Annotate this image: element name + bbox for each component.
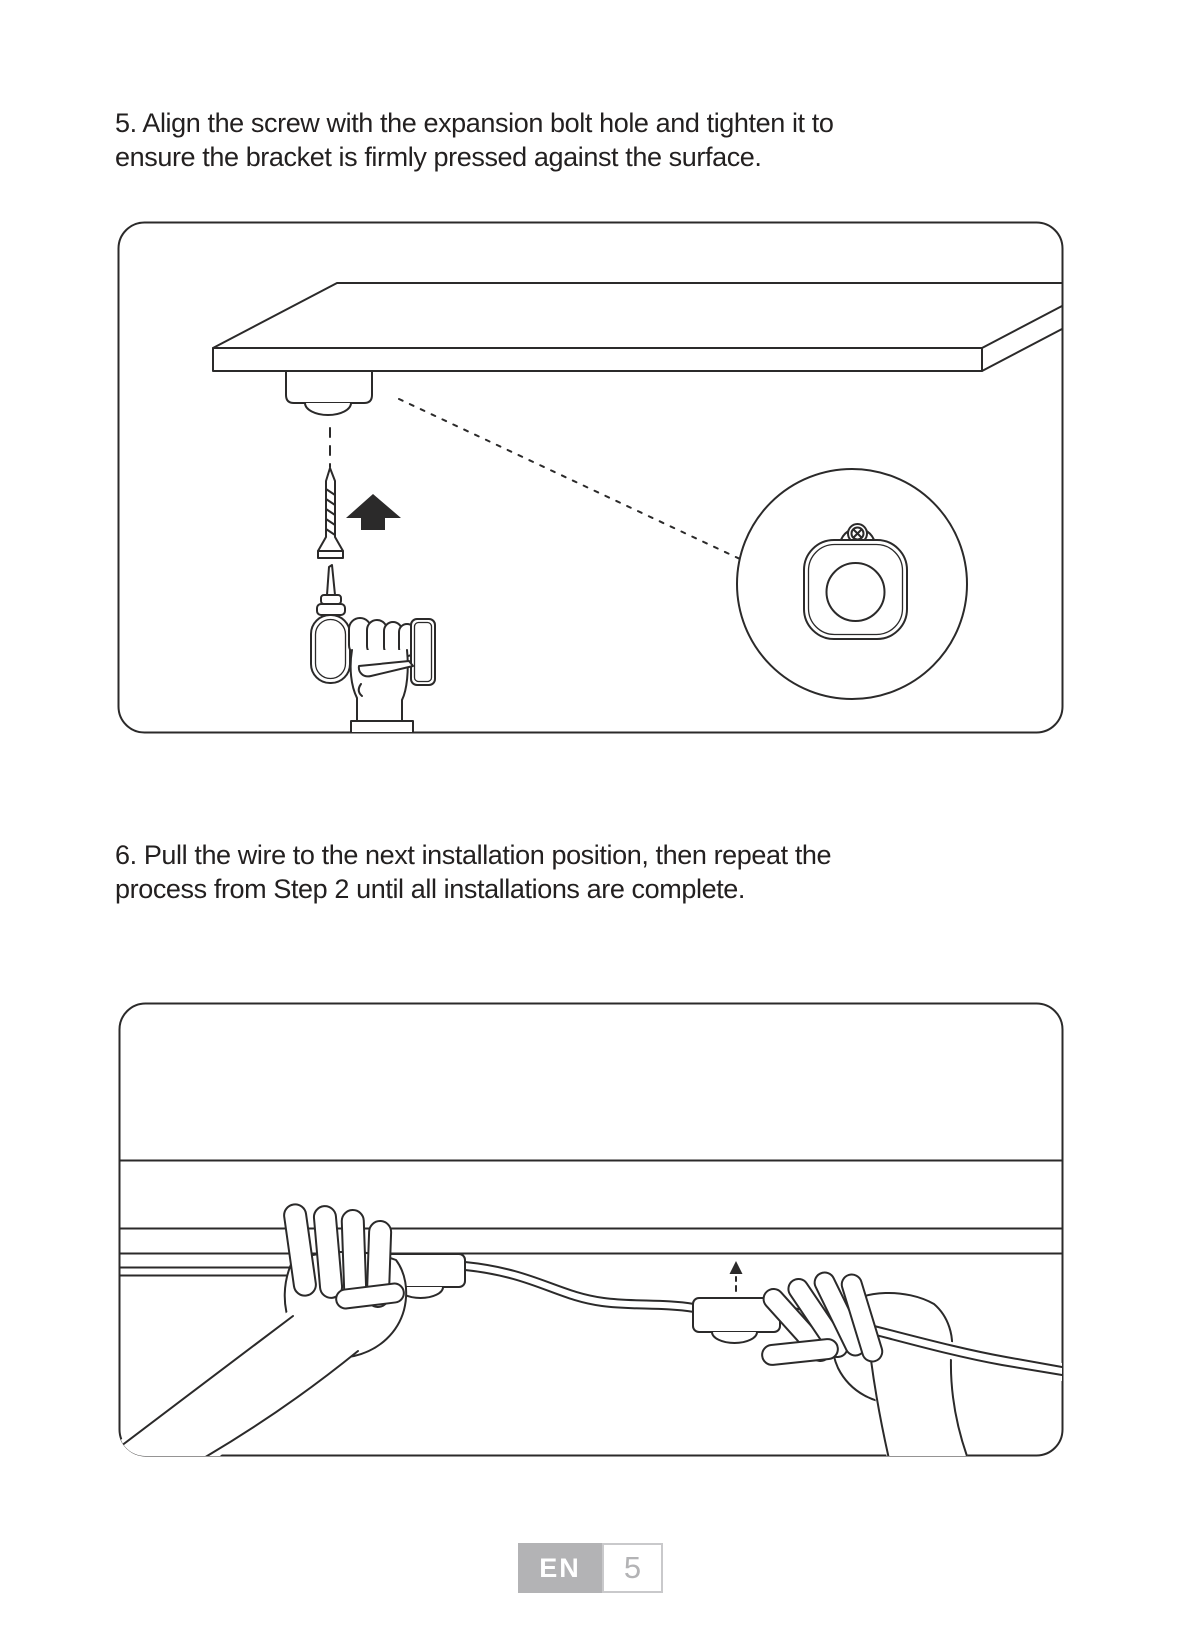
step-6-line-2: process from Step 2 until all installations are complete. <box>115 874 746 904</box>
page-number-box: 5 <box>602 1543 663 1593</box>
panel-frame <box>119 223 1063 733</box>
bracket-dome <box>712 1332 757 1343</box>
step-5-line-2: ensure the bracket is firmly pressed against the surface. <box>115 142 762 172</box>
fist <box>349 618 435 735</box>
language-badge: EN <box>518 1543 602 1593</box>
left-hand <box>118 1203 406 1462</box>
ledge <box>120 1161 1062 1254</box>
shelf <box>213 283 1062 371</box>
step-6-line-1: 6. Pull the wire to the next installation position, then repeat the <box>115 840 832 870</box>
hand-holding-screwdriver <box>311 565 435 735</box>
up-arrow-icon <box>346 494 401 530</box>
zoom-circle-detail <box>737 469 967 699</box>
step-5-line-1: 5. Align the screw with the expansion bolt hole and tighten it to <box>115 108 834 138</box>
dashed-up-arrow-icon <box>730 1261 743 1291</box>
mounting-bracket <box>286 371 372 415</box>
screw <box>318 468 343 558</box>
right-fingers <box>759 1269 884 1366</box>
bracket-bottom-view <box>804 524 907 639</box>
right-thumb <box>761 1338 839 1366</box>
figure-step5-illustration <box>119 223 1063 736</box>
screwdriver <box>311 565 350 683</box>
bracket-dome <box>305 403 351 415</box>
figure-step6-illustration <box>118 1004 1063 1463</box>
page-footer <box>0 1543 1181 1593</box>
zoom-guide-dotted-line <box>399 399 740 559</box>
